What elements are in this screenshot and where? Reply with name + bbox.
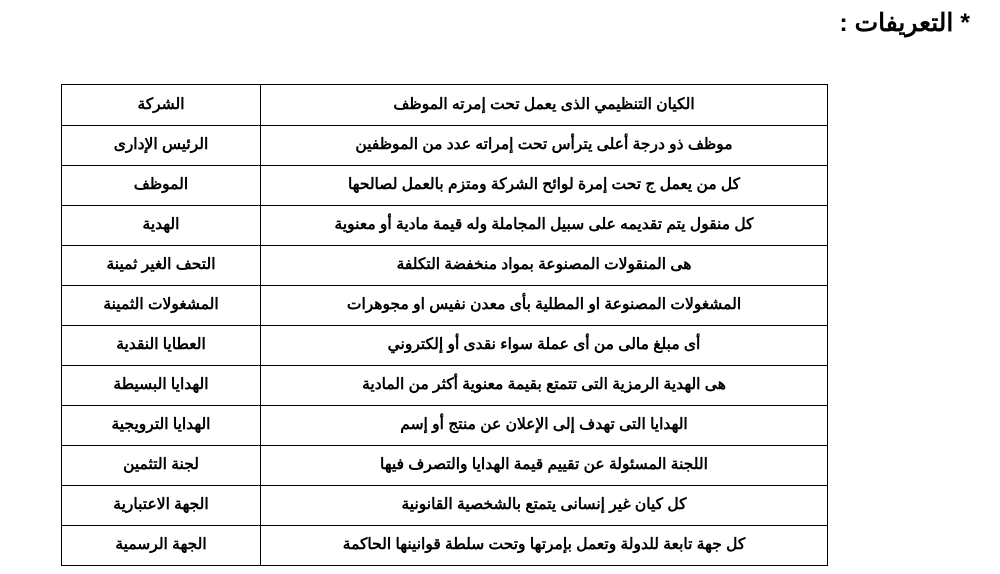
definition-cell: كل جهة تابعة للدولة وتعمل بإمرتها وتحت سلطة قوانينها الحاكمة	[261, 526, 828, 566]
definition-cell: كل كيان غير إنسانى يتمتع بالشخصية القانونية	[261, 486, 828, 526]
table-row	[62, 446, 828, 486]
table-row	[62, 286, 828, 326]
definition-cell: الهدايا التى تهدف إلى الإعلان عن منتج أو إسم	[261, 406, 828, 446]
term-cell: التحف الغير ثمينة	[62, 246, 261, 286]
table-row	[62, 366, 828, 406]
definitions-table-container	[104, 84, 828, 566]
term-cell: لجنة التثمين	[62, 446, 261, 486]
term-cell: الشركة	[62, 85, 261, 126]
term-cell: الجهة الاعتبارية	[62, 486, 261, 526]
table-row	[62, 246, 828, 286]
term-cell: الهدية	[62, 206, 261, 246]
table-row	[62, 166, 828, 206]
table-row	[62, 85, 828, 126]
definition-cell: هى الهدية الرمزية التى تتمتع بقيمة معنوية أكثر من المادية	[261, 366, 828, 406]
table-row	[62, 486, 828, 526]
term-cell: الهدايا الترويجية	[62, 406, 261, 446]
definitions-table-body	[62, 85, 828, 566]
term-cell: الموظف	[62, 166, 261, 206]
definition-cell: الكيان التنظيمي الذى يعمل تحت إمرته الموظف	[261, 85, 828, 126]
term-cell: العطايا النقدية	[62, 326, 261, 366]
page-title: * التعريفات :	[839, 9, 970, 37]
table-row	[62, 126, 828, 166]
term-cell: الجهة الرسمية	[62, 526, 261, 566]
definition-cell: كل منقول يتم تقديمه على سبيل المجاملة وله قيمة مادية أو معنوية	[261, 206, 828, 246]
table-row	[62, 326, 828, 366]
definition-cell: اللجنة المسئولة عن تقييم قيمة الهدايا والتصرف فيها	[261, 446, 828, 486]
term-cell: الرئيس الإدارى	[62, 126, 261, 166]
definition-cell: المشغولات المصنوعة او المطلية بأى معدن نفيس او مجوهرات	[261, 286, 828, 326]
term-cell: الهدايا البسيطة	[62, 366, 261, 406]
table-row	[62, 406, 828, 446]
table-row	[62, 526, 828, 566]
definition-cell: هى المنقولات المصنوعة بمواد منخفضة التكلفة	[261, 246, 828, 286]
table-row	[62, 206, 828, 246]
term-cell: المشغولات الثمينة	[62, 286, 261, 326]
definition-cell: كل من يعمل ج تحت إمرة لوائح الشركة ومتزم بالعمل لصالحها	[261, 166, 828, 206]
definition-cell: أى مبلغ مالى من أى عملة سواء نقدى أو إلكتروني	[261, 326, 828, 366]
definitions-table	[61, 84, 828, 566]
definition-cell: موظف ذو درجة أعلى يترأس تحت إمراته عدد من الموظفين	[261, 126, 828, 166]
